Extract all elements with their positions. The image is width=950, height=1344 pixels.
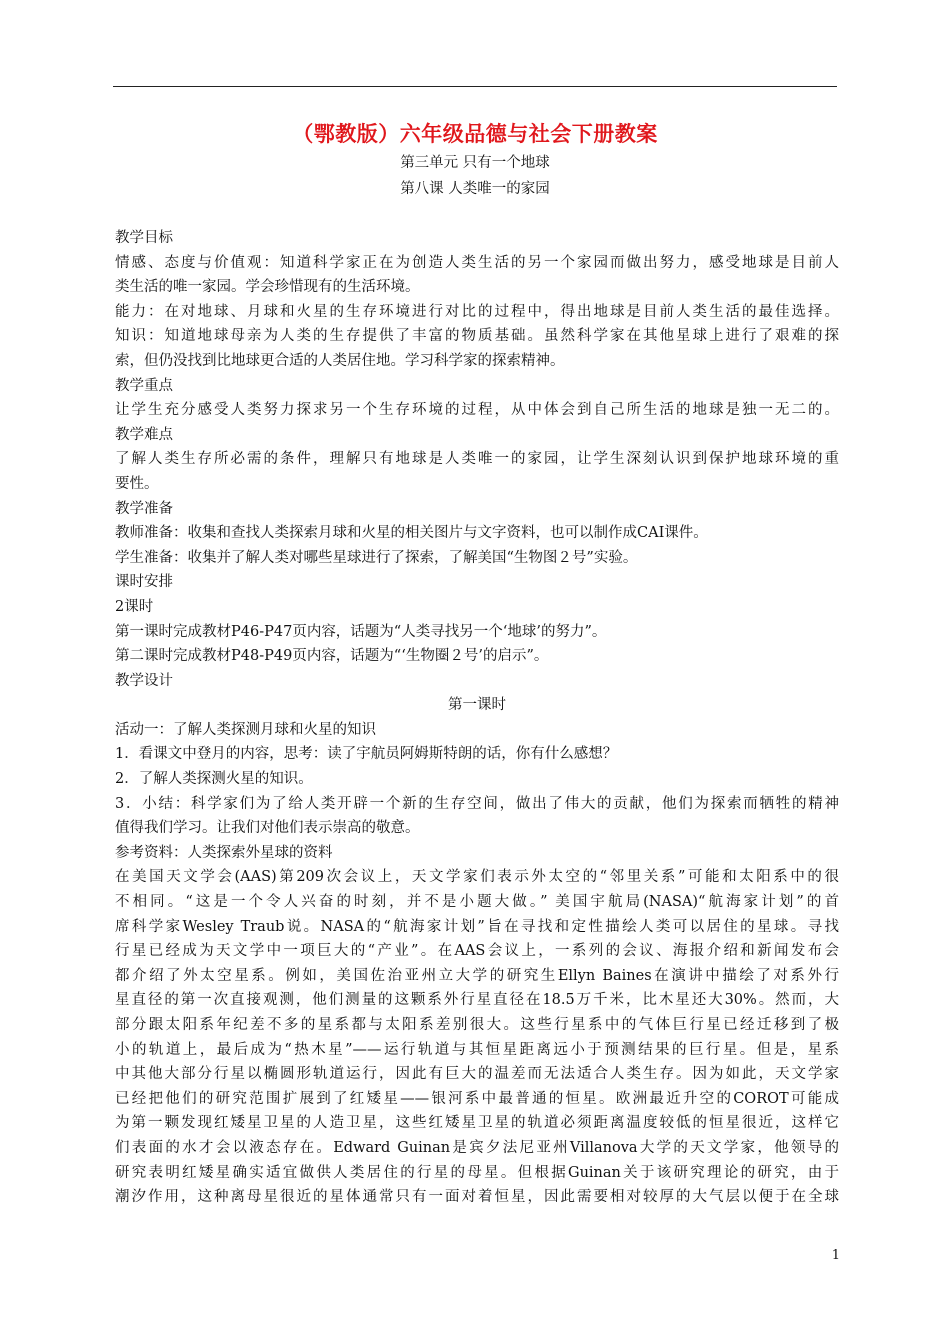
text-line: 不相同。“这是一个令人兴奋的时刻，并不是小题大做。” 美国宇航局(NASA)“航海家计划”的首	[115, 894, 839, 911]
text-line: 让学生充分感受人类努力探求另一个生存环境的过程，从中体会到自己所生活的地球是独一无二的。	[115, 402, 839, 419]
text-line: 活动一：了解人类探测月球和火星的知识	[115, 721, 376, 738]
text-line: 了解人类生存所必需的条件，理解只有地球是人类唯一的家园，让学生深刻认识到保护地球环境的重	[115, 451, 839, 468]
text-line: 1．看课文中登月的内容，思考：读了宇航员阿姆斯特朗的话，你有什么感想？	[115, 746, 618, 763]
text-line: 已经把他们的研究范围扩展到了红矮星——银河系中最普通的恒星。欧洲最近升空的COROT可能成	[115, 1090, 839, 1107]
text-line: 星直径的第一次直接观测，他们测量的这颗系外行星直径在18.5万千米，比木星还大30%。然而，大	[115, 992, 839, 1009]
text-line: 第二课时完成教材P48-P49页内容，话题为“‘生物圈２号’的启示”。	[115, 648, 549, 665]
text-line: 们表面的水才会以液态存在。Edward Guinan是宾夕法尼亚州Villanova大学的天文学家，他领导的	[115, 1139, 839, 1156]
text-line: 参考资料：人类探索外星球的资料	[115, 844, 333, 861]
text-line: 学生准备：收集并了解人类对哪些星球进行了探索，了解美国“生物图２号”实验。	[115, 549, 638, 566]
text-line: 能力：在对地球、月球和火星的生存环境进行对比的过程中，得出地球是目前人类生活的最佳选择。	[115, 303, 839, 320]
text-line: 教学设计	[115, 672, 173, 689]
text-line: 教学难点	[115, 426, 173, 443]
text-line: 课时安排	[115, 574, 173, 591]
text-line: 第一课时	[448, 697, 506, 714]
text-line: 第一课时完成教材P46-P47页内容，话题为“人类寻找另一个‘地球’的努力”。	[115, 623, 607, 640]
text-line: 中其他大部分行星以椭圆形轨道运行，因此有巨大的温差而无法适合人类生存。因为如此，天文学家	[115, 1066, 839, 1083]
text-line: 教学准备	[115, 500, 173, 517]
text-line: 席科学家Wesley Traub说。NASA的“航海家计划”旨在寻找和定性描绘人类可以居住的星球。寻找	[115, 918, 839, 935]
lesson-heading: 第八课 人类唯一的家园	[400, 181, 550, 197]
text-line: 为第一颗发现红矮星卫星的人造卫星，这些红矮星卫星的轨道必须距离温度较低的恒星很近，这样它	[115, 1115, 839, 1132]
text-line: 研究表明红矮星确实适宜做供人类居住的行星的母星。但根据Guinan关于该研究理论的研究，由于	[115, 1164, 839, 1181]
page-number: 1	[831, 1248, 840, 1263]
text-line: 教学重点	[115, 377, 173, 394]
document-title: （鄂教版）六年级品德与社会下册教案	[292, 122, 658, 146]
text-line: 索，但仍没找到比地球更合适的人类居住地。学习科学家的探索精神。	[115, 352, 565, 369]
header-rule	[113, 86, 837, 87]
text-line: 潮汐作用，这种离母星很近的星体通常只有一面对着恒星，因此需要相对较厚的大气层以便于在全球	[115, 1189, 839, 1206]
text-line: 类生活的唯一家园。学会珍惜现有的生活环境。	[115, 279, 420, 296]
text-line: 要性。	[115, 475, 159, 492]
text-line: 教学目标	[115, 230, 173, 246]
lesson-body	[115, 226, 839, 1210]
unit-heading: 第三单元 只有一个地球	[400, 155, 550, 171]
text-line: 都介绍了外太空星系。例如，美国佐治亚州立大学的研究生Ellyn Baines在演讲中描绘了对系外行	[115, 967, 839, 984]
text-line: 2．了解人类探测火星的知识。	[115, 771, 313, 788]
text-line: 情感、态度与价值观：知道科学家正在为创造人类生活的另一个家园而做出努力，感受地球是目前人	[115, 254, 839, 271]
text-line: 知识：知道地球母亲为人类的生存提供了丰富的物质基础。虽然科学家在其他星球上进行了艰难的探	[115, 328, 839, 345]
text-line: 2课时	[115, 598, 154, 615]
text-line: 值得我们学习。让我们对他们表示崇高的敬意。	[115, 820, 420, 837]
text-line: 在美国天文学会(AAS)第209次会议上，天文学家们表示外太空的“邻里关系”可能和太阳系中的很	[115, 869, 839, 886]
text-line: 教师准备：收集和查找人类探索月球和火星的相关图片与文字资料，也可以制作成CAI课件。	[115, 525, 708, 542]
text-line: 3．小结：科学家们为了给人类开辟一个新的生存空间，做出了伟大的贡献，他们为探索而牺牲的精神	[115, 795, 839, 812]
text-line: 小的轨道上，最后成为“热木星”——运行轨道与其恒星距离远小于预测结果的巨行星。但是，星系	[115, 1041, 839, 1058]
text-line: 部分跟太阳系年纪差不多的星系都与太阳系差别很大。这些行星系中的气体巨行星已经迁移到了极	[115, 1017, 839, 1033]
text-line: 行星已经成为天文学中一项巨大的“产业”。在AAS会议上，一系列的会议、海报介绍和新闻发布会	[115, 943, 839, 960]
